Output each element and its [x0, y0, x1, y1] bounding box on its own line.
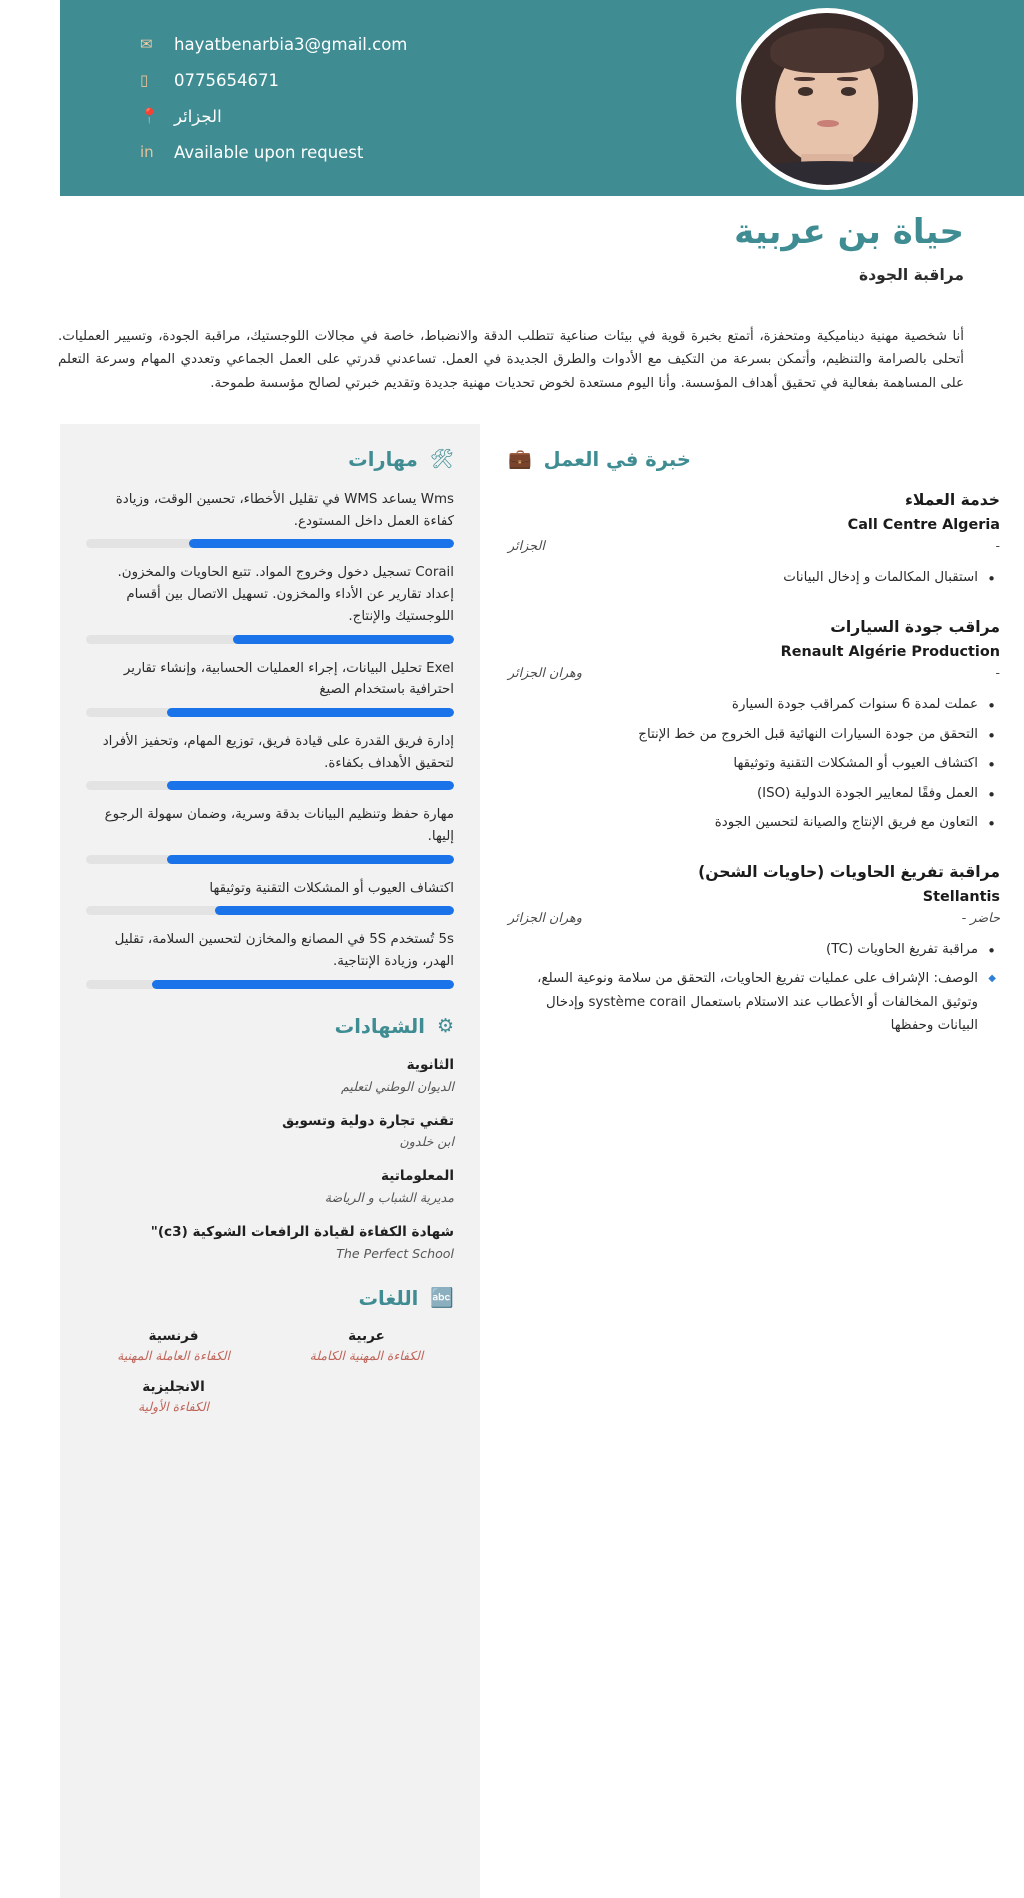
skill-label: إدارة فريق القدرة على قيادة فريق، توزيع المهام، وتحفيز الأفراد لتحقيق الأهداف بكفاءة. [102, 733, 454, 771]
profile-photo [741, 13, 913, 185]
experience-bullet: • اكتشاف العيوب أو المشكلات التقنية وتوثيقها [508, 752, 982, 775]
certification-org: The Perfect School [336, 1245, 454, 1261]
skill-level-bar [86, 906, 454, 915]
certification-title: تقني تجارة دولية وتسويق [282, 1112, 454, 1129]
certification-item [86, 1167, 454, 1205]
skill-label: Exel تحليل البيانات، إجراء العمليات الحسابية، وإنشاء تقارير احترافية باستخدام الصيغ [123, 660, 454, 698]
certification-item [86, 1112, 454, 1150]
section-header-skills [86, 448, 454, 471]
language-item [279, 1328, 454, 1363]
photo-shoulders [741, 161, 913, 185]
language-name: فرنسية [148, 1327, 199, 1344]
experience-meta [508, 911, 1000, 926]
experience-company: Renault Algérie Production [780, 644, 1000, 661]
language-item-spacer [279, 1379, 454, 1414]
skill-level-bar [86, 855, 454, 864]
experience-bullets [508, 693, 1000, 834]
experience-company: Stellantis [922, 888, 1000, 905]
skill-level-bar [86, 708, 454, 717]
skill-level-bar [86, 781, 454, 790]
certification-item [86, 1056, 454, 1094]
language-item [86, 1379, 261, 1414]
skill-level-bar [86, 539, 454, 548]
skill-level-fill [167, 855, 454, 864]
language-row [86, 1379, 454, 1414]
certification-title: الثانوية [406, 1056, 454, 1073]
skill-level-fill [189, 539, 454, 548]
experience-item [508, 489, 1000, 590]
contact-phone[interactable] [140, 62, 704, 98]
skill-label: Corail تسجيل دخول وخروج المواد. تتبع الحاويات والمخزون. إعداد تقارير عن الأداء والمخزون. تسهيل الاتصال بين أقسام اللوجستيك والإنتاج. [117, 565, 454, 624]
avatar [736, 8, 918, 190]
header-band [60, 0, 1024, 196]
contact-location-text: الجزائر [174, 106, 222, 126]
experience-bullet-highlight: ◆ الوصف: الإشراف على عمليات تفريغ الحاويات، التحقق من سلامة ونوعية السلع، وتوثيق المخالفات أو الأعطاب عند الاستلام باستعمال système corail وإدخال البيانات وحفظها [508, 967, 982, 1037]
language-name: الانجليزية [142, 1378, 205, 1395]
language-name: عربية [348, 1327, 385, 1344]
experience-dates: - [995, 666, 1000, 682]
experience-dates: - [995, 539, 1000, 555]
experience-bullet: • التحقق من جودة السيارات النهائية قبل الخروج من خط الإنتاج [508, 723, 982, 746]
experience-bullet: • عملت لمدة 6 سنوات كمراقب جودة السيارة [508, 693, 982, 716]
skill-item [86, 929, 454, 988]
experience-item [508, 861, 1000, 1038]
photo-eye-right [841, 87, 856, 96]
language-level: الكفاءة العاملة المهنية [117, 1347, 230, 1363]
photo-brow-right [837, 77, 858, 81]
experience-location: الجزائر [508, 539, 545, 555]
language-icon: 🔤 [430, 1286, 454, 1309]
photo-eye-left [798, 87, 813, 96]
briefcase-icon: 💼 [508, 448, 532, 470]
skill-level-bar [86, 980, 454, 989]
experience-role: مراقب جودة السيارات [830, 617, 1000, 636]
skill-level-fill [152, 980, 454, 989]
experience-meta [508, 666, 1000, 681]
linkedin-icon: in [140, 143, 154, 161]
certification-org: ابن خلدون [399, 1134, 454, 1150]
experience-bullets [508, 566, 1000, 589]
contact-phone-text: 0775654671 [174, 70, 279, 90]
job-title: مراقبة الجودة [859, 266, 964, 285]
experience-item [508, 616, 1000, 835]
skill-level-fill [167, 781, 454, 790]
section-title-experience: خبرة في العمل [543, 448, 691, 471]
tools-icon: 🛠 [429, 448, 454, 470]
experience-bullets [508, 938, 1000, 1038]
sidebar [60, 424, 480, 1898]
skill-level-bar [86, 635, 454, 644]
experience-role: مراقبة تفريغ الحاويات (حاويات الشحن) [698, 862, 1000, 881]
experience-bullet: • مراقبة تفريغ الحاويات (TC) [508, 938, 982, 961]
contact-list [140, 26, 704, 170]
skill-item [86, 878, 454, 916]
certification-org: الديوان الوطني لتعليم [341, 1078, 454, 1094]
experience-meta [508, 539, 1000, 554]
main-column [480, 424, 1024, 1084]
contact-email[interactable] [140, 26, 704, 62]
experience-bullet: • التعاون مع فريق الإنتاج والصيانة لتحسين الجودة [508, 811, 982, 834]
gear-icon: ⚙ [436, 1014, 454, 1037]
skill-item [86, 731, 454, 790]
section-title-certifications: الشهادات [334, 1014, 425, 1038]
experience-role: خدمة العملاء [904, 491, 1000, 509]
skill-level-fill [215, 906, 454, 915]
certification-title: شهادة الكفاءة لقيادة الرافعات الشوكية (c3)" [150, 1223, 454, 1240]
skill-item [86, 658, 454, 717]
skill-label: 5s تُستخدم 5S في المصانع والمخازن لتحسين السلامة، تقليل الهدر، وزيادة الإنتاجية. [114, 932, 454, 970]
experience-bullet: • استقبال المكالمات و إدخال البيانات [508, 566, 982, 589]
location-pin-icon: 📍 [140, 107, 159, 125]
language-item [86, 1328, 261, 1363]
experience-location: وهران الجزائر [508, 666, 582, 682]
certification-org: مديرية الشباب و الرياضة [324, 1189, 454, 1205]
section-header-certifications [86, 1015, 454, 1038]
phone-icon: ▯ [140, 71, 149, 89]
section-header-languages [86, 1287, 454, 1310]
certification-item [86, 1223, 454, 1261]
skill-label: اكتشاف العيوب أو المشكلات التقنية وتوثيقها [209, 880, 454, 896]
skill-level-fill [167, 708, 454, 717]
language-level: الكفاءة المهنية الكاملة [309, 1347, 424, 1363]
language-level: الكفاءة الأولية [137, 1398, 209, 1414]
section-title-languages: اللغات [358, 1286, 419, 1310]
contact-email-text: hayatbenarbia3@gmail.com [174, 34, 408, 54]
identity-block [84, 210, 964, 284]
contact-location [140, 98, 704, 134]
skill-label: Wms يساعد WMS في تقليل الأخطاء، تحسين الوقت، وزيادة كفاءة العمل داخل المستودع. [115, 492, 454, 529]
skill-label: مهارة حفظ وتنظيم البيانات بدقة وسرية، وضمان سهولة الرجوع إليها. [104, 807, 454, 845]
photo-fringe [770, 28, 884, 73]
skill-item [86, 489, 454, 548]
skill-item [86, 804, 454, 863]
experience-company: Call Centre Algeria [847, 517, 1000, 534]
profile-summary: أنا شخصية مهنية ديناميكية ومتحفزة، أتمتع بخبرة قوية في بيئات صناعية تتطلب الدقة والانضباط، خاصة في مجالات اللوجستيك، مراقبة الجودة، وتسيير العمليات. أتحلى بالصرامة والتنظيم، وأتمكن بسرعة من التكيف مع الأدوات والطرق الجديدة في العمل. تساعدني قدرتي على العمل الجماعي وتعددي المهام وسرعة التعلم على المساهمة بفعالية في تحقيق أهداف المؤسسة. وأنا اليوم مستعدة لخوض تحديات مهنية جديدة وتقديم خبرتي لصالح مؤسسة طموحة. [58, 329, 964, 391]
experience-bullet: • العمل وفقًا لمعايير الجودة الدولية (ISO) [508, 782, 982, 805]
photo-brow-left [794, 77, 815, 81]
experience-location: وهران الجزائر [508, 910, 582, 926]
mail-icon: ✉ [140, 35, 153, 53]
skill-item [86, 562, 454, 643]
contact-linkedin[interactable] [140, 134, 704, 170]
section-header-experience [508, 448, 1000, 471]
experience-dates: حاضر - [961, 910, 1000, 926]
contact-linkedin-text: Available upon request [174, 142, 364, 162]
certification-title: المعلوماتية [380, 1168, 454, 1185]
section-title-skills: مهارات [348, 448, 418, 471]
language-row [86, 1328, 454, 1363]
page-title: حياة بن عربية [734, 212, 964, 252]
skill-level-fill [233, 635, 454, 644]
